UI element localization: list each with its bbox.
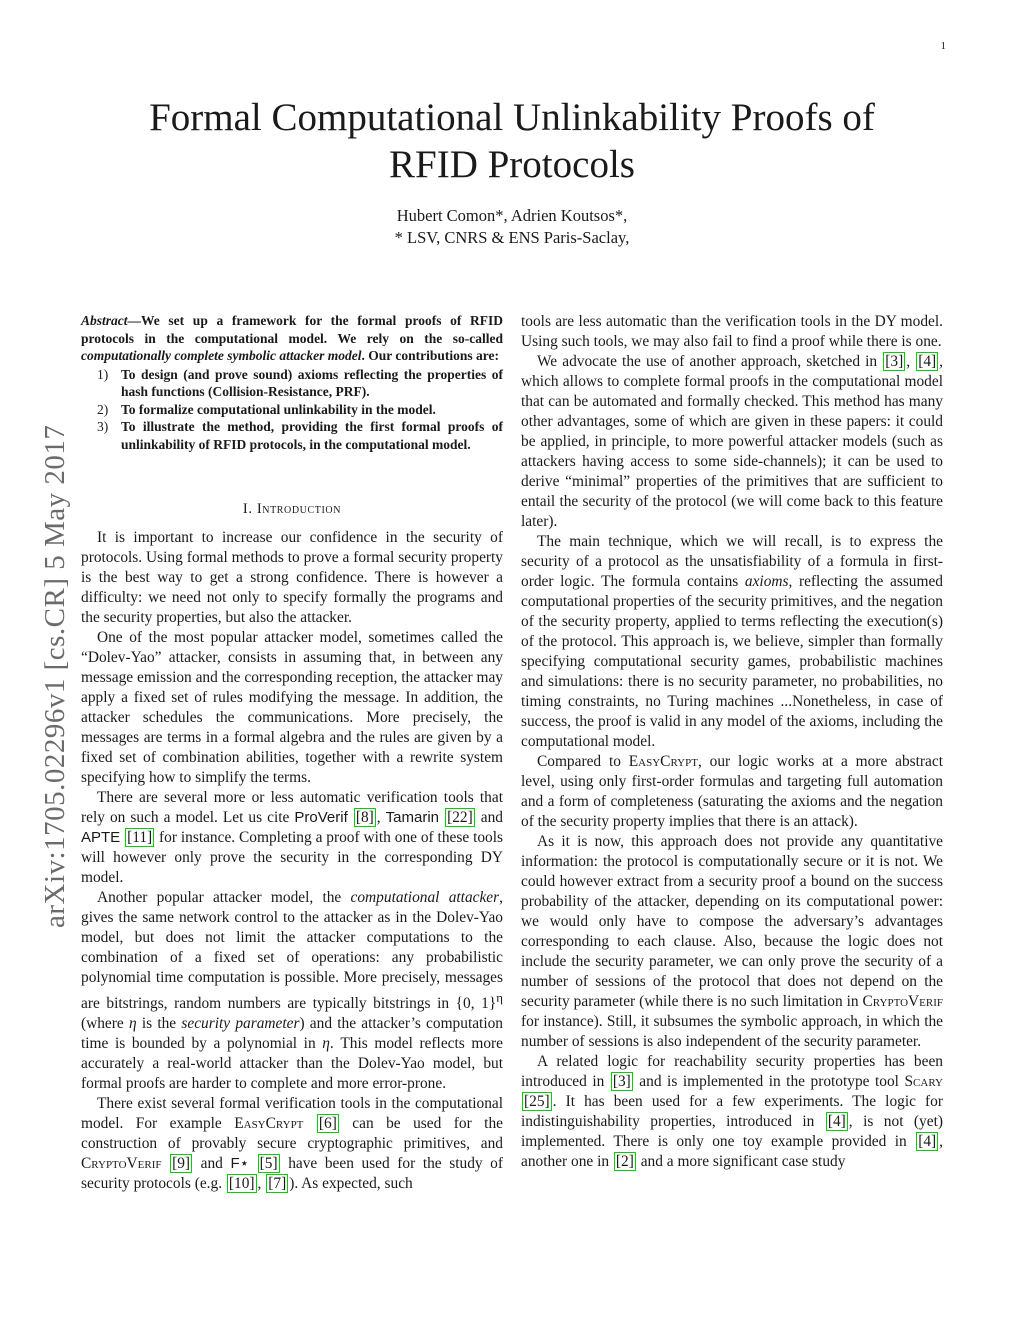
text: and <box>475 809 503 826</box>
contribution-number: 2) <box>97 401 109 417</box>
math-symbol: η <box>322 1035 330 1053</box>
citation-link[interactable]: [6] <box>318 1115 337 1133</box>
tool-name: F⋆ <box>230 1155 250 1173</box>
contribution-list <box>81 366 503 454</box>
text: , another one in <box>521 1133 943 1170</box>
text: There exist several formal verification tools in the computational model. For example <box>81 1095 503 1133</box>
paragraph <box>521 1052 943 1172</box>
citation-link[interactable]: [22] <box>447 809 473 826</box>
contribution-text: To illustrate the method, providing the first formal proofs of unlinkability of RFID protocols, in the computational model. <box>121 419 503 452</box>
text: There are several more or less automatic verification tools that rely on such a model. Let us cite <box>81 789 503 826</box>
citation-link[interactable]: [8] <box>355 809 374 826</box>
text: , reflecting the assumed computational properties of the security primitives, and the negation of the security property, applied to terms reflecting the execution(s) of the protocol. This approach is, we believe, simpler than formally specifying computational security games, probabilistic machines and simulations: there is no security parameter, no probabilities, no timing constraints, no Turing machines ...Nonetheless, in case of success, the proof is valid in any model of the axioms, including the computational model. <box>521 573 943 750</box>
text: A related logic for reachability security properties has been introduced in <box>521 1053 943 1090</box>
text: Compared to <box>537 753 629 770</box>
paper-title <box>80 94 944 188</box>
text: ). As expected, such <box>289 1175 413 1193</box>
text: The main technique, which we will recall, is to express the security of a protocol as the unsatisfiability of a formula in first-order logic. The formula contains <box>521 533 943 590</box>
math-symbol: η <box>128 1015 137 1033</box>
text: for instance. Completing a proof with one of these tools will however only prove the security in the corresponding DY model. <box>81 829 503 886</box>
paragraph: One of the most popular attacker model, sometimes called the “Dolev-Yao” attacker, consists in assuming that, in between any message emission and the corresponding reception, the attacker may apply a fixed set of rules modifying the message. In addition, the attacker schedules the communications. More precisely, the messages are terms in a formal algebra and the rules are given by a fixed set of combination abilities, together with a rewrite system specifying how to simplify the terms. <box>81 629 503 786</box>
text: (where <box>81 1015 129 1033</box>
tool-name: APTE <box>81 829 121 846</box>
abstract-emph: computationally complete symbolic attacker model <box>81 348 362 363</box>
citation-link[interactable]: [11] <box>127 829 153 846</box>
section-number: I. <box>242 501 253 517</box>
text: Another popular attacker model, the <box>97 889 351 906</box>
text: , <box>376 809 386 826</box>
author-names: Hubert Comon*, Adrien Koutsos*, <box>396 206 628 225</box>
citation-link[interactable]: [7] <box>268 1175 287 1193</box>
paragraph: It is important to increase our confidence in the security of protocols. Using formal methods to prove a formal security property is the best way to get a strong confidence. There is however a difficulty: we need not only to specify formally the programs and the security properties, but also the attacker. <box>81 529 503 626</box>
contribution-item <box>81 418 503 453</box>
tool-name: ProVerif <box>294 809 348 826</box>
tool-name: EasyCrypt <box>234 1115 304 1133</box>
contribution-text: To design (and prove sound) axioms reflecting the properties of hash functions (Collision-Resistance, PRF). <box>121 366 503 399</box>
paragraph <box>521 832 943 1052</box>
author-affiliation: * LSV, CNRS & ENS Paris-Saclay, <box>394 228 630 247</box>
page-number: 1 <box>940 40 946 52</box>
text: , gives the same network control to the attacker as in the Dolev-Yao model, but does not limit the attacker computations to the combination of a fixed set of operations: any probabilistic polynomial time computation is possible. More precisely, messages are bitstrings, random numbers are typically bitstrings in <box>81 889 503 1013</box>
text: is the <box>136 1015 182 1033</box>
text: We advocate the use of another approach, sketched in <box>537 353 883 370</box>
text: , is not (yet) implemented. There is only one toy example provided in <box>521 1113 943 1150</box>
text: . It has been used for a few experiments. The logic for indistinguishability properties, introduced in <box>521 1093 943 1130</box>
text: can be used for the construction of provably secure cryptographic primitives, and <box>81 1115 503 1153</box>
emphasis: security parameter <box>181 1015 300 1033</box>
text: for instance). Still, it subsumes the symbolic approach, in which the number of sessions is also independent of the security parameter. <box>521 1013 943 1050</box>
tool-name: CryptoVerif <box>862 993 943 1010</box>
text: , <box>257 1175 266 1193</box>
citation-link[interactable]: [4] <box>827 1113 846 1130</box>
authors-block <box>80 205 944 249</box>
citation-link[interactable]: [3] <box>612 1073 631 1090</box>
emphasis: computational attacker <box>350 889 500 906</box>
math-superscript: η <box>496 991 503 1005</box>
citation-link[interactable]: [2] <box>615 1153 634 1170</box>
citation-link[interactable]: [4] <box>918 1133 937 1150</box>
text: As it is now, this approach does not provide any quantitative information: the protocol is computationally secure or it is not. We could however extract from a security proof a bound on the success probability of the attacker, depending on its computational power: we would only have to compose the adversary’s advantages corresponding to each clause. Also, because the logic does not include the security parameter, we can only prove the security of a number of sessions of the protocol that does not depend on the security parameter (while there is no such limitation in <box>521 833 943 1010</box>
paragraph <box>81 1094 503 1194</box>
text: ) and the attacker’s computation time is bounded by a polynomial in <box>81 1015 503 1053</box>
paragraph <box>521 532 943 752</box>
emphasis: axioms <box>744 573 789 590</box>
title-line-1: Formal Computational Unlinkability Proofs of <box>149 96 875 139</box>
paragraph <box>521 352 943 532</box>
citation-link[interactable]: [5] <box>259 1155 278 1173</box>
text: and is implemented in the prototype tool <box>633 1073 905 1090</box>
tool-name: EasyCrypt <box>628 753 698 770</box>
section-heading <box>81 499 503 519</box>
right-column <box>521 312 943 1172</box>
text: have been used for the study of security protocols (e.g. <box>81 1155 504 1193</box>
citation-link[interactable]: [25] <box>524 1093 550 1110</box>
abstract-text-a: —We set up a framework for the formal proofs of RFID protocols in the computational model. We rely on the so-called <box>81 313 503 346</box>
paragraph <box>81 888 503 1094</box>
text: and <box>193 1155 231 1173</box>
citation-link[interactable]: [10] <box>228 1175 255 1193</box>
tool-name: CryptoVerif <box>81 1155 162 1173</box>
abstract-label: Abstract <box>81 313 128 328</box>
arxiv-stamp[interactable]: arXiv:1705.02296v1 [cs.CR] 5 May 2017 <box>39 424 71 928</box>
paragraph <box>521 752 943 832</box>
math-set: {0, 1} <box>455 995 497 1013</box>
abstract <box>81 312 503 365</box>
paragraph: tools are less automatic than the verification tools in the DY model. Using such tools, we may also fail to find a proof while there is one. <box>521 313 943 350</box>
text: and a more significant case study <box>636 1153 846 1170</box>
citation-link[interactable]: [3] <box>885 353 904 370</box>
tool-name: Scary <box>904 1073 943 1090</box>
contribution-text: To formalize computational unlinkability in the model. <box>121 401 436 417</box>
paragraph <box>81 788 503 888</box>
section-title: Introduction <box>256 501 342 517</box>
contribution-item <box>81 366 503 401</box>
citation-link[interactable]: [9] <box>172 1155 191 1173</box>
contribution-number: 1) <box>97 366 109 382</box>
contribution-item <box>81 401 503 419</box>
text: , <box>906 353 916 370</box>
tool-name: Tamarin <box>385 809 440 826</box>
citation-link[interactable]: [4] <box>918 353 937 370</box>
title-block <box>80 94 944 249</box>
abstract-text-b: . Our contributions are: <box>361 348 499 363</box>
left-column <box>81 312 503 1194</box>
text: , our logic works at a more abstract level, using only first-order formulas and targeting full automation and a form of completeness (saturating the axioms and the negation of the security property implies that there is an attack). <box>521 753 943 830</box>
contribution-number: 3) <box>97 419 109 434</box>
title-line-2: RFID Protocols <box>389 143 635 186</box>
text: , which allows to complete formal proofs in the computational model that can be automated and formally checked. This method has many other advantages, some of which are given in these papers: it could be applied, in principle, to more powerful attacker models (such as attackers having access to some side-channels); it can be used to derive “minimal” properties of the primitives that are sufficient to entail the security of the protocol (we will come back to this feature later). <box>521 353 943 530</box>
text: . This model reflects more accurately a real-world attacker than the Dolev-Yao model, but formal proofs are harder to complete and more error-prone. <box>81 1035 503 1093</box>
